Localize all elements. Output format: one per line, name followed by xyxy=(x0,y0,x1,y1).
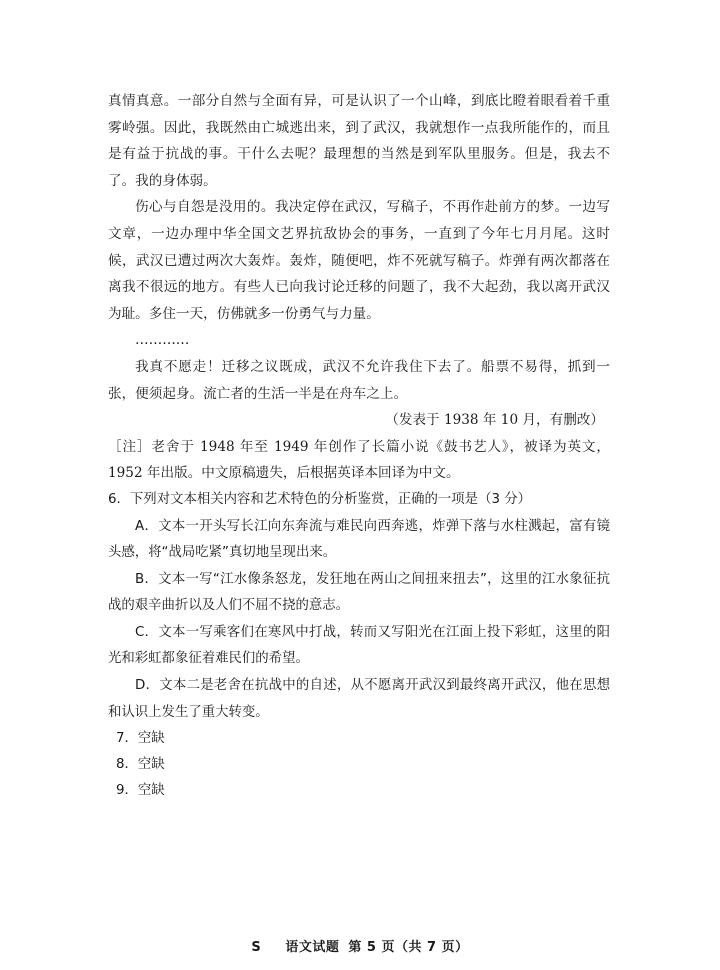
question-6-option-c: C．文本一写乘客们在寒风中打战，转而又写阳光在江面上投下彩虹，这里的阳光和彩虹都象征着难民们的希望。 xyxy=(108,624,610,667)
question-6-stem: 6．下列对文本相关内容和艺术特色的分析鉴赏，正确的一项是（3 分） xyxy=(108,491,532,507)
question-6-option-d: D．文本二是老舍在抗战中的自述，从不愿离开武汉到最终离开武汉，他在思想和认识上发生了重大转变。 xyxy=(108,678,610,720)
footer-subject: 语文试题 xyxy=(285,940,340,955)
ellipsis-line: ………… xyxy=(135,332,190,349)
page-footer xyxy=(0,936,720,955)
question-6-option-b: B．文本一写“江水像条怒龙，发狂地在两山之间扭来扭去”，这里的江水象征抗战的艰辛曲折以及人们不屈不挠的意志。 xyxy=(108,571,610,614)
question-9-blank: 9．空缺 xyxy=(116,783,165,799)
question-8-blank: 8．空缺 xyxy=(116,757,165,773)
page-content xyxy=(108,88,610,804)
question-6-option-a: A．文本一开头写长江向东奔流与难民向西奔逃，炸弹下落与水柱溅起，富有镜头感，将“战局吃紧”真切地呈现出来。 xyxy=(108,518,610,561)
question-7-blank: 7．空缺 xyxy=(116,731,165,747)
passage-paragraph-3: 我真不愿走！迁移之议既成，武汉不允许我住下去了。船票不易得，抓到一张，便须起身。流亡者的生活一半是在舟车之上。 xyxy=(108,358,610,402)
source-note: （发表于 1938 年 10 月，有删改） xyxy=(385,412,604,429)
passage-paragraph-2: 伤心与自怨是没用的。我决定停在武汉，写稿子，不再作赴前方的梦。一边写文章，一边办理中华全国文艺界抗敌协会的事务，一直到了今年七月月尾。这时候，武汉已遭过两次大轰炸。轰炸，随便吧，炸不死就写稿子。炸弹有两次都落在离我不很远的地方。有些人已向我讨论迁移的问题了，我不大起劲，我以离开武汉为耻。多住一天，仿佛就多一份勇气与力量。 xyxy=(108,199,610,322)
footer-page-number: 第 5 页（共 7 页） xyxy=(348,940,469,955)
footer-code: S xyxy=(251,940,262,955)
annotation-note: ［注］老舍于 1948 年至 1949 年创作了长篇小说《鼓书艺人》，被译为英文，1952 年出版。中文原稿遗失，后根据英译本回译为中文。 xyxy=(108,438,610,482)
passage-paragraph-1: 真情真意。一部分自然与全面有异，可是认识了一个山峰，到底比瞪着眼看着千重雾岭强。因此，我既然由亡城逃出来，到了武汉，我就想作一点我所能作的，而且是有益于抗战的事。干什么去呢？最理想的当然是到军队里服务。但是，我去不了。我的身体弱。 xyxy=(108,93,610,189)
